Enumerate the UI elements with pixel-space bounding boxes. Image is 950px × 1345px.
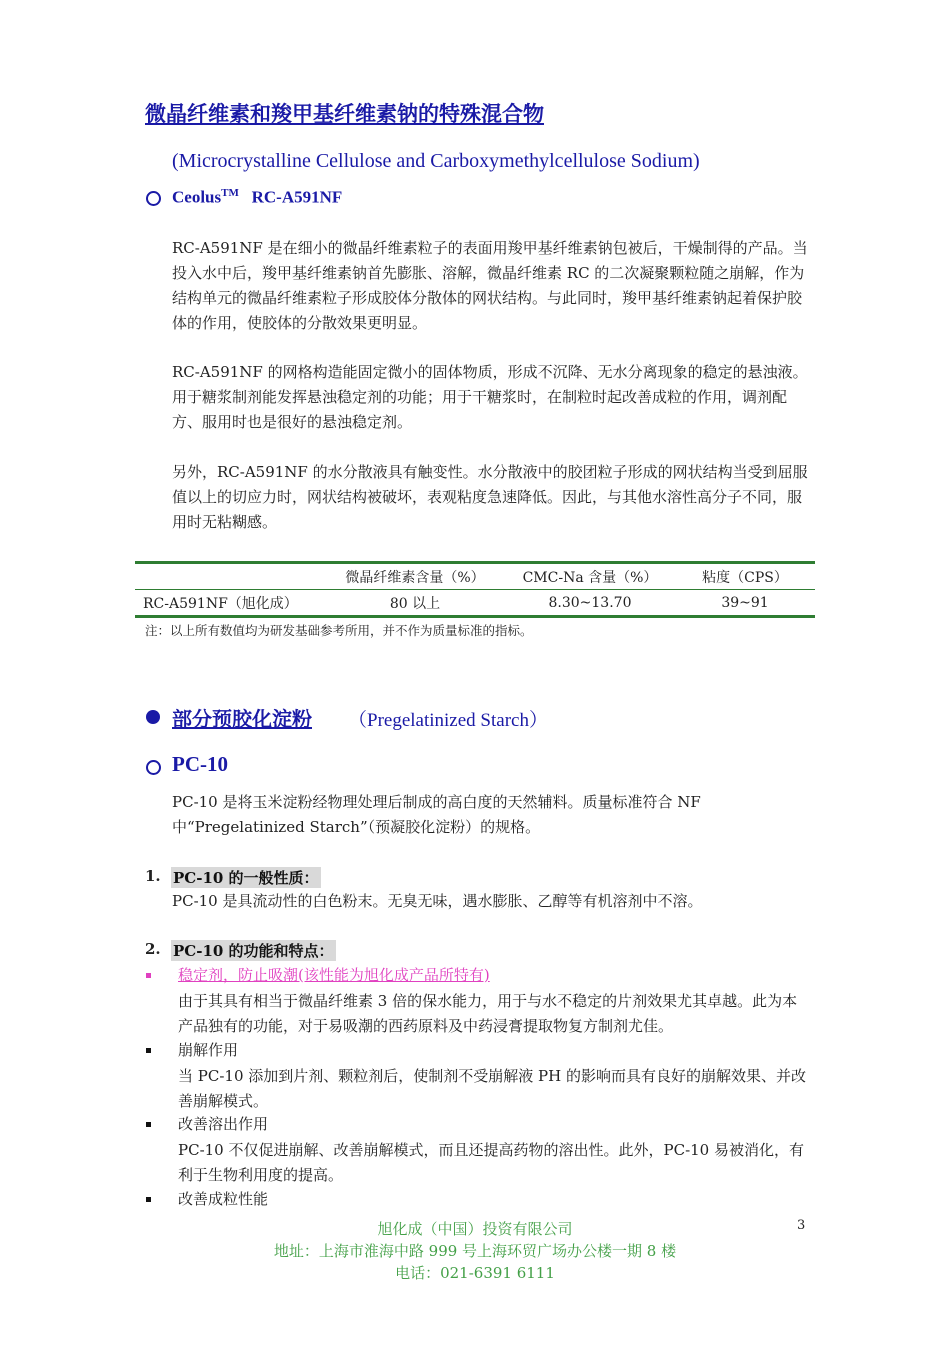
product-brand: Ceolus <box>172 187 222 207</box>
square-bullet-icon <box>146 973 151 978</box>
section-title-en: （Pregelatinized Starch） <box>348 710 548 731</box>
page-number: 3 <box>797 1218 806 1233</box>
table-cell: 39~91 <box>721 594 769 611</box>
section-title-link[interactable]: 部分预胶化淀粉 <box>172 707 312 731</box>
product-heading <box>172 187 342 208</box>
table-header-cell: 微晶纤维素含量（%） <box>345 569 485 586</box>
paragraph-3: 另外，RC-A591NF 的水分散液具有触变性。水分散液中的胶团粒子形成的网状结构当受到屈服值以上的切应力时，网状结构被破坏，表观粘度急速降低。因此，与其他水溶性高分子不同，服用时无粘糊感。 <box>172 463 808 531</box>
paragraph-1: RC-A591NF 是在细小的微晶纤维素粒子的表面用羧甲基纤维素钠包被后，干燥制得的产品。当投入水中后，羧甲基纤维素钠首先膨胀、溶解，微晶纤维素 RC 的二次凝聚颗粒随之崩解，作为结构单元的微晶纤维素粒子形成胶体分散体的网状结构。与此同时，羧甲基纤维素钠起着保护胶体的作用，使胶体的分散效果更明显。 <box>172 239 808 332</box>
footer-company: 旭化成（中国）投资有限公司 <box>377 1220 573 1238</box>
table-header-cell: CMC-Na 含量（%） <box>522 569 658 586</box>
bullet-label: 崩解作用 <box>178 1041 239 1059</box>
section-number: 1. <box>145 867 161 885</box>
table-cell: RC-A591NF（旭化成） <box>143 595 298 612</box>
bullet-text: 由于其具有相当于微晶纤维素 3 倍的保水能力，用于与水不稳定的片剂效果尤其卓越。此为本产品独有的功能，对于易吸潮的西药原料及中药浸膏提取物复方制剂尤佳。 <box>178 992 798 1035</box>
bullet-label: 改善溶出作用 <box>178 1115 269 1133</box>
circle-bullet-icon <box>146 760 161 775</box>
square-bullet-icon <box>146 1197 151 1202</box>
table-note: 注：以上所有数值均为研发基础参考所用，并不作为质量标准的指标。 <box>145 623 533 638</box>
section-number: 2. <box>145 940 161 958</box>
table-cell: 8.30~13.70 <box>548 594 632 611</box>
product-name: RC-A591NF <box>251 187 343 207</box>
table-header-cell: 粘度（CPS） <box>702 569 788 586</box>
table-row <box>135 590 815 617</box>
table-cell: 80 以上 <box>389 595 441 612</box>
square-bullet-icon <box>146 1048 151 1053</box>
bullet-text: PC-10 不仅促进崩解、改善崩解模式，而且还提高药物的溶出性。此外，PC-10 易被消化，有利于生物利用度的提高。 <box>178 1141 804 1184</box>
pc10-intro: PC-10 是将玉米淀粉经物理处理后制成的高白度的天然辅料。质量标准符合 NF 中“Pregelatinized Starch”（预凝胶化淀粉）的规格。 <box>172 793 701 836</box>
footer-phone: 电话：021-6391 6111 <box>395 1264 555 1282</box>
section-text: PC-10 是具流动性的白色粉末。无臭无味，遇水膨胀、乙醇等有机溶剂中不溶。 <box>172 892 703 910</box>
bullet-label: 改善成粒性能 <box>178 1190 269 1208</box>
bullet-text: 当 PC-10 添加到片剂、颗粒剂后，使制剂不受崩解液 PH 的影响而具有良好的崩解效果、并改善崩解模式。 <box>178 1067 806 1110</box>
document-subtitle: (Microcrystalline Cellulose and Carboxymethylcellulose Sodium) <box>172 150 700 172</box>
circle-bullet-icon <box>146 191 161 206</box>
table-header-row <box>135 563 815 590</box>
document-title[interactable]: 微晶纤维素和羧甲基纤维素钠的特殊混合物 <box>145 101 544 126</box>
bullet-label-highlight[interactable]: 稳定剂，防止吸潮(该性能为旭化成产品所特有) <box>178 966 490 984</box>
pc10-heading: PC-10 <box>172 752 228 776</box>
paragraph-2: RC-A591NF 的网格构造能固定微小的固体物质，形成不沉降、无水分离现象的稳定的悬浊液。用于糖浆制剂能发挥悬浊稳定剂的功能；用于干糖浆时，在制粒时起改善成粒的作用，调剂配方、服用时也是很好的悬浊稳定剂。 <box>172 363 808 431</box>
filled-bullet-icon <box>146 710 160 724</box>
footer-address: 地址：上海市淮海中路 999 号上海环贸广场办公楼一期 8 楼 <box>273 1242 677 1260</box>
section-heading: PC-10 的一般性质： <box>173 869 319 887</box>
section-heading: PC-10 的功能和特点： <box>173 942 334 960</box>
trademark: TM <box>221 187 239 199</box>
table-header-cell <box>135 563 325 590</box>
spec-table <box>135 561 815 618</box>
square-bullet-icon <box>146 1122 151 1127</box>
